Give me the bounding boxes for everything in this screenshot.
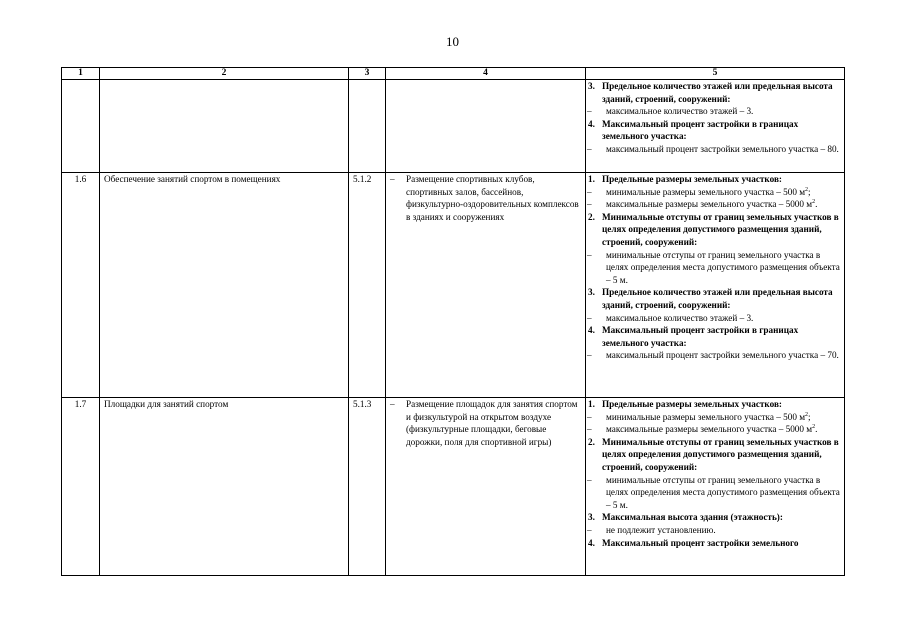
- dash-marker: –: [587, 312, 592, 323]
- description-text: Размещение площадок для занятия спортом и физкультурой на открытом воздухе (физкультурные площадки, беговые дорожки, поля для спортивной игры): [406, 399, 578, 447]
- parameter-heading-text: Минимальные отступы от границ земельных участков в целях определения допустимого размещения зданий, строений, сооружений:: [602, 436, 839, 472]
- parameter-value-main: минимальные размеры земельного участка – 500 м: [606, 411, 806, 422]
- column-header: 3: [349, 68, 386, 80]
- dash-marker: –: [587, 474, 592, 485]
- parameter-value: [586, 474, 840, 512]
- parameter-value-main: минимальные размеры земельного участка – 500 м: [606, 186, 806, 197]
- parameter-number: 4.: [588, 118, 595, 129]
- dash-marker: –: [390, 399, 395, 409]
- parameter-heading: [586, 80, 840, 105]
- parameter-value-main: максимальные размеры земельного участка – 5000 м: [606, 424, 813, 435]
- parameter-value-main: максимальный процент застройки земельного участка – 70.: [606, 350, 839, 361]
- parameter-number: 3.: [588, 81, 595, 91]
- table-row: [62, 398, 845, 576]
- dash-marker: –: [587, 143, 592, 154]
- parameters: [586, 80, 845, 173]
- punctuation: ;: [808, 411, 811, 422]
- parameter-heading: [586, 511, 840, 524]
- parameters: [586, 398, 845, 576]
- parameter-value: [586, 105, 840, 118]
- dash-marker: –: [587, 106, 592, 117]
- parameter-value: [586, 349, 840, 362]
- dash-marker: –: [587, 524, 592, 535]
- parameter-value-main: не подлежит установлению.: [606, 524, 716, 535]
- dash-marker: –: [587, 350, 592, 361]
- unit-superscript: 2: [812, 424, 816, 431]
- regulations-table: [61, 67, 845, 576]
- parameter-value-text: [606, 249, 840, 287]
- description-text: Размещение спортивных клубов, спортивных залов, бассейнов, физкультурно-оздоровительных комплексов в зданиях и сооружениях: [406, 174, 579, 222]
- parameters: [586, 173, 845, 398]
- column-number-row: [62, 68, 845, 80]
- parameter-heading: [586, 398, 840, 411]
- parameter-value-main: минимальные отступы от границ земельного участка в целях определения места допустимого размещения объекта – 5 м.: [606, 249, 840, 285]
- use-description: [386, 80, 586, 173]
- parameter-value-text: [606, 312, 840, 325]
- parameter-heading: [586, 436, 840, 474]
- punctuation: .: [815, 424, 818, 435]
- row-number: 1.7: [62, 398, 100, 576]
- row-number: 1.6: [62, 173, 100, 398]
- parameter-heading-text: Предельное количество этажей или предельная высота зданий, строений, сооружений:: [602, 81, 833, 104]
- parameter-value-main: максимальное количество этажей – 3.: [606, 106, 754, 117]
- parameter-heading-text: Минимальные отступы от границ земельных участков в целях определения допустимого размещения зданий, строений, сооружений:: [602, 211, 839, 247]
- dash-marker: –: [587, 424, 592, 435]
- row-number: [62, 80, 100, 173]
- unit-superscript: 2: [805, 186, 809, 193]
- classifier-code: [349, 80, 386, 173]
- parameter-value-main: минимальные отступы от границ земельного участка в целях определения места допустимого размещения объекта – 5 м.: [606, 474, 840, 510]
- parameter-number: 2.: [588, 211, 595, 222]
- parameter-value: [586, 143, 840, 156]
- parameter-heading: [586, 537, 840, 550]
- parameter-number: 3.: [588, 287, 595, 298]
- parameter-heading-text: Максимальный процент застройки в границах земельного участка:: [602, 118, 799, 142]
- punctuation: .: [815, 199, 818, 210]
- parameter-value-text: [606, 474, 840, 512]
- parameter-value: [586, 312, 840, 325]
- parameter-value-text: [606, 423, 840, 436]
- column-header: 2: [100, 68, 349, 80]
- parameter-value-text: [606, 349, 840, 362]
- parameter-value: [586, 249, 840, 287]
- parameter-value-text: [606, 143, 840, 156]
- parameter-value-main: максимальное количество этажей – 3.: [606, 312, 754, 323]
- unit-superscript: 2: [805, 411, 809, 418]
- description-item: [390, 398, 581, 448]
- dash-marker: –: [587, 249, 592, 260]
- classifier-code: 5.1.3: [349, 398, 386, 576]
- parameter-value: [586, 186, 840, 199]
- parameter-value: [586, 411, 840, 424]
- parameter-heading-text: Предельное количество этажей или предельная высота зданий, строений, сооружений:: [602, 287, 833, 310]
- parameter-number: 1.: [588, 399, 595, 409]
- parameter-heading: [586, 211, 840, 249]
- use-type-name: Обеспечение занятий спортом в помещениях: [100, 173, 349, 398]
- parameter-number: 1.: [588, 174, 595, 184]
- parameter-value-text: [606, 411, 840, 424]
- parameter-heading-text: Максимальный процент застройки в границах земельного участка:: [602, 325, 799, 348]
- parameter-heading: [586, 173, 840, 186]
- column-header: 5: [586, 68, 845, 80]
- parameter-number: 3.: [588, 512, 595, 523]
- parameter-heading-text: Максимальная высота здания (этажность):: [602, 512, 783, 523]
- table-row: [62, 173, 845, 398]
- parameter-value-main: максимальный процент застройки земельного участка – 80.: [606, 143, 839, 154]
- parameter-value: [586, 423, 840, 436]
- parameter-value-text: [606, 198, 840, 211]
- dash-marker: –: [587, 199, 592, 210]
- classifier-code: 5.1.2: [349, 173, 386, 398]
- use-type-name: Площадки для занятий спортом: [100, 398, 349, 576]
- page-number: 10: [446, 34, 459, 49]
- use-description: [386, 173, 586, 398]
- parameter-value-main: максимальные размеры земельного участка – 5000 м: [606, 199, 813, 210]
- dash-marker: –: [587, 186, 592, 197]
- punctuation: ;: [808, 186, 811, 197]
- column-header: 4: [386, 68, 586, 80]
- parameter-heading-text: Предельные размеры земельных участков:: [602, 174, 782, 184]
- parameter-value: [586, 198, 840, 211]
- parameter-heading-text: Предельные размеры земельных участков:: [602, 399, 782, 409]
- parameter-heading: [586, 118, 840, 143]
- dash-marker: –: [390, 174, 395, 184]
- dash-marker: –: [587, 411, 592, 422]
- parameter-value: [586, 524, 840, 537]
- parameter-heading: [586, 324, 840, 349]
- parameter-value-text: [606, 524, 840, 537]
- description-item: [390, 173, 581, 223]
- parameter-number: 4.: [588, 325, 595, 336]
- parameter-number: 4.: [588, 537, 595, 548]
- unit-superscript: 2: [812, 199, 816, 206]
- parameter-value-text: [606, 105, 840, 118]
- use-description: [386, 398, 586, 576]
- table-row: [62, 80, 845, 173]
- column-header: 1: [62, 68, 100, 80]
- parameter-heading-text: Максимальный процент застройки земельного: [602, 537, 799, 548]
- parameter-value-text: [606, 186, 840, 199]
- parameter-number: 2.: [588, 436, 595, 447]
- parameter-heading: [586, 286, 840, 311]
- use-type-name: [100, 80, 349, 173]
